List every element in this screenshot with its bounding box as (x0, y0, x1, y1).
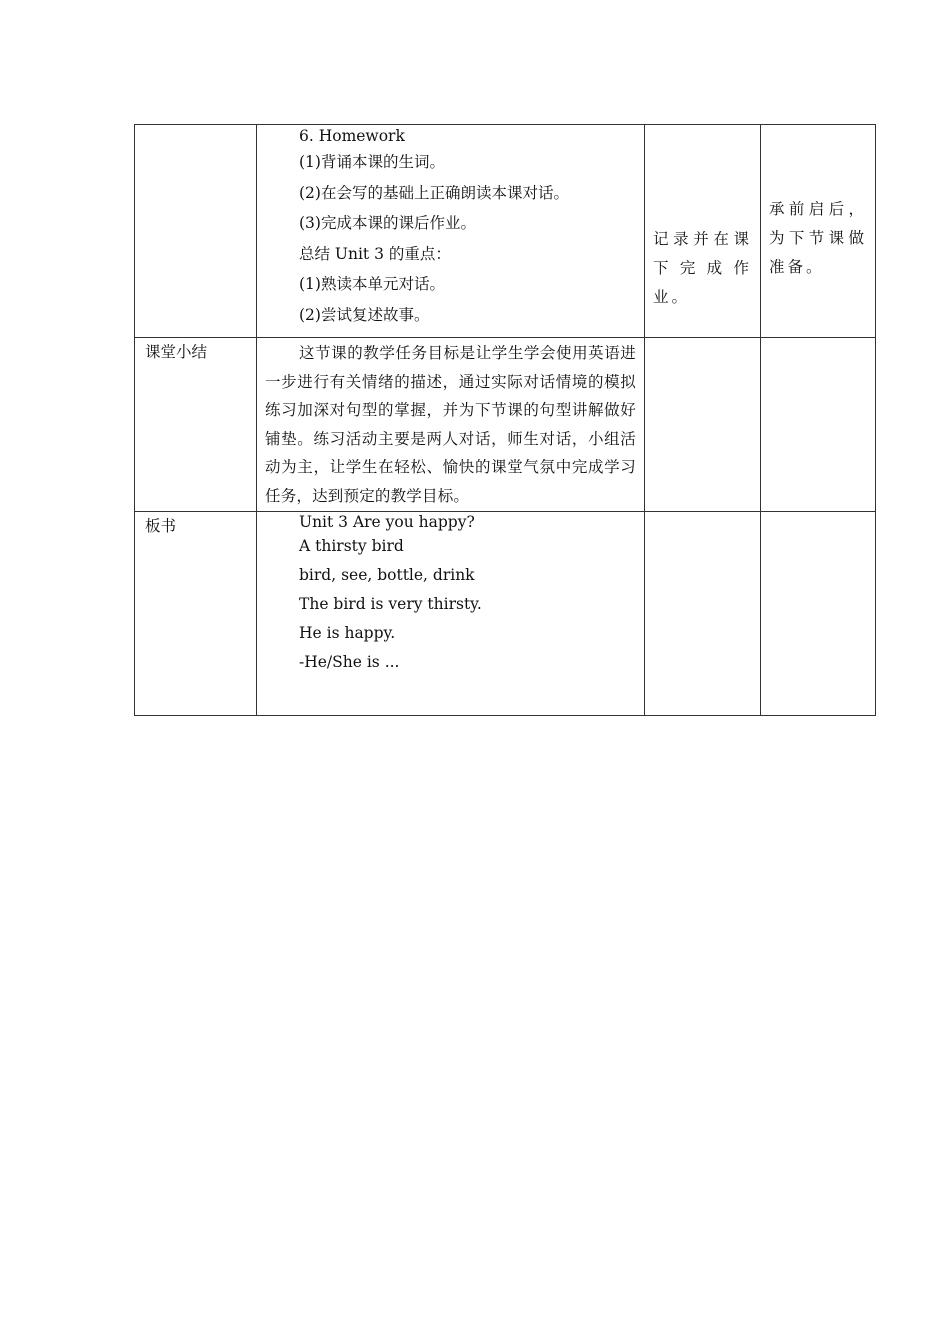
table-row-board (135, 512, 876, 716)
homework-label-cell (135, 125, 257, 338)
student-activity-cell (645, 125, 761, 338)
homework-line: 6. Homework (299, 127, 405, 145)
homework-line: (1)熟读本单元对话。 (299, 275, 445, 293)
board-empty-cell (761, 512, 876, 716)
board-line: -He/She is ... (299, 653, 400, 671)
homework-line: (1)背诵本课的生词。 (299, 153, 445, 171)
board-line: The bird is very thirsty. (299, 595, 482, 613)
design-intent-cell (761, 125, 876, 338)
homework-line: (3)完成本课的课后作业。 (299, 214, 476, 232)
summary-text: 这节课的教学任务目标是让学生学会使用英语进一步进行有关情绪的描述，通过实际对话情境的模拟练习加深对句型的掌握，并为下节课的句型讲解做好铺垫。练习活动主要是两人对话，师生对话，小组活动为主，让学生在轻松、愉快的课堂气氛中完成学习任务，达到预定的教学目标。 (265, 344, 636, 505)
homework-content-cell (257, 125, 645, 338)
summary-empty-cell (645, 338, 761, 512)
board-empty-cell (645, 512, 761, 716)
summary-content-cell (257, 338, 645, 512)
board-line: bird, see, bottle, drink (299, 566, 475, 584)
design-intent-text: 承前启后，为下节课做准备。 (769, 200, 867, 276)
table-row-homework (135, 125, 876, 338)
board-line: Unit 3 Are you happy? (299, 513, 475, 531)
homework-line: (2)尝试复述故事。 (299, 305, 430, 324)
homework-line: (2)在会写的基础上正确朗读本课对话。 (299, 183, 569, 202)
summary-label: 课堂小结 (135, 338, 257, 512)
summary-empty-cell (761, 338, 876, 512)
student-activity-text: 记录并在课下完成作业。 (653, 230, 752, 306)
table-row-summary (135, 338, 876, 512)
board-line: A thirsty bird (299, 537, 404, 555)
board-label: 板书 (135, 512, 257, 716)
lesson-plan-table (134, 124, 876, 716)
board-line: He is happy. (299, 624, 396, 642)
homework-line: 总结 Unit 3 的重点： (299, 244, 451, 263)
board-content-cell (257, 512, 645, 716)
